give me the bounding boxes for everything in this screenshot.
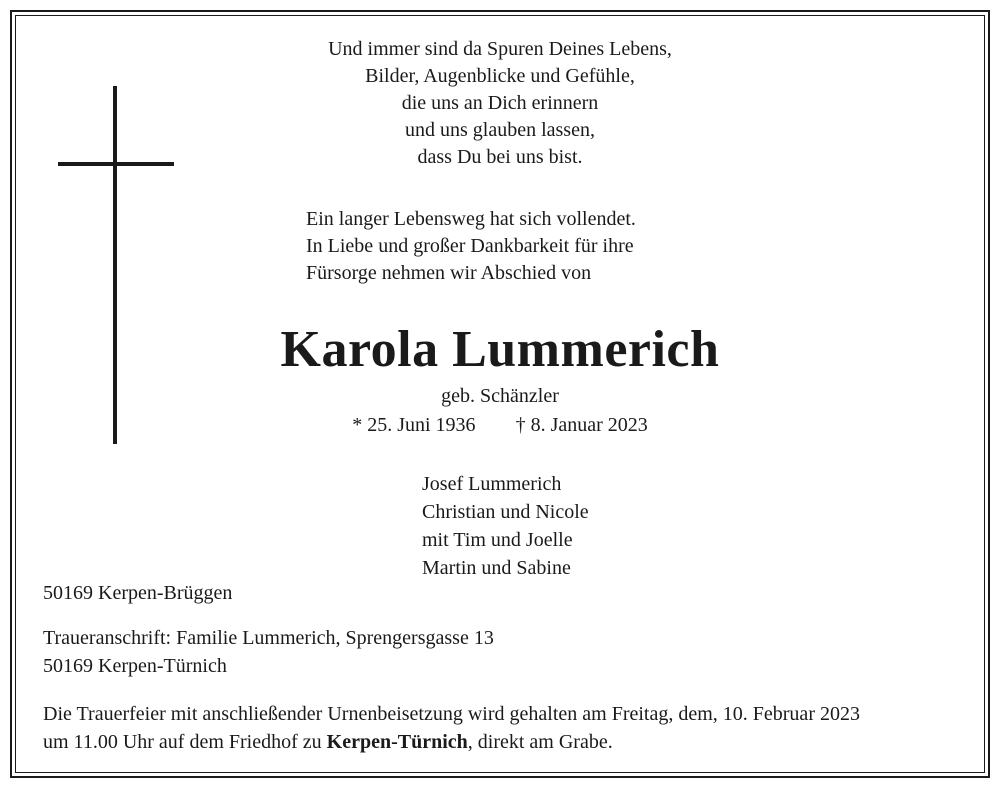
death-date: † 8. Januar 2023 [515, 414, 648, 436]
poem-line: dass Du bei uns bist. [417, 146, 583, 168]
ceremony-info [43, 700, 963, 756]
poem-line: und uns glauben lassen, [405, 119, 595, 141]
deceased-name: Karola Lummerich [280, 321, 720, 378]
intro-line: Fürsorge nehmen wir Abschied von [306, 262, 592, 284]
address-line: 50169 Kerpen-Türnich [43, 655, 227, 677]
poem-line: Und immer sind da Spuren Deines Lebens, [328, 38, 672, 60]
ceremony-line: Die Trauerfeier mit anschließender Urnenbeisetzung wird gehalten am Freitag, dem, 10. Februar 2023 [43, 703, 860, 725]
poem-line: die uns an Dich erinnern [401, 92, 599, 114]
intro-line: Ein langer Lebensweg hat sich vollendet. [306, 208, 636, 230]
ceremony-line [43, 728, 963, 756]
cemetery-place: Kerpen-Türnich [326, 731, 468, 753]
ceremony-text: , direkt am Grabe. [467, 731, 613, 753]
cross-vertical-bar [113, 86, 117, 444]
mourner: Josef Lummerich [422, 473, 562, 495]
intro-text [306, 206, 806, 287]
poem-line: Bilder, Augenblicke und Gefühle, [365, 65, 635, 87]
address-line: Traueranschrift: Familie Lummerich, Sprengersgasse 13 [43, 627, 494, 649]
poem [250, 36, 750, 171]
cross-horizontal-bar [58, 162, 174, 166]
mourner: Christian und Nicole [422, 501, 589, 523]
mourner: mit Tim und Joelle [422, 529, 573, 551]
life-dates [250, 412, 750, 439]
birth-name: geb. Schänzler [441, 385, 559, 407]
mourning-address [43, 624, 943, 680]
birth-date: * 25. Juni 1936 [352, 414, 476, 436]
intro-line: In Liebe und großer Dankbarkeit für ihre [306, 235, 634, 257]
ceremony-text: um 11.00 Uhr auf dem Friedhof zu [43, 731, 327, 753]
family-location: 50169 Kerpen-Brüggen [43, 582, 233, 604]
mourners-list [422, 470, 822, 582]
mourner: Martin und Sabine [422, 557, 571, 579]
